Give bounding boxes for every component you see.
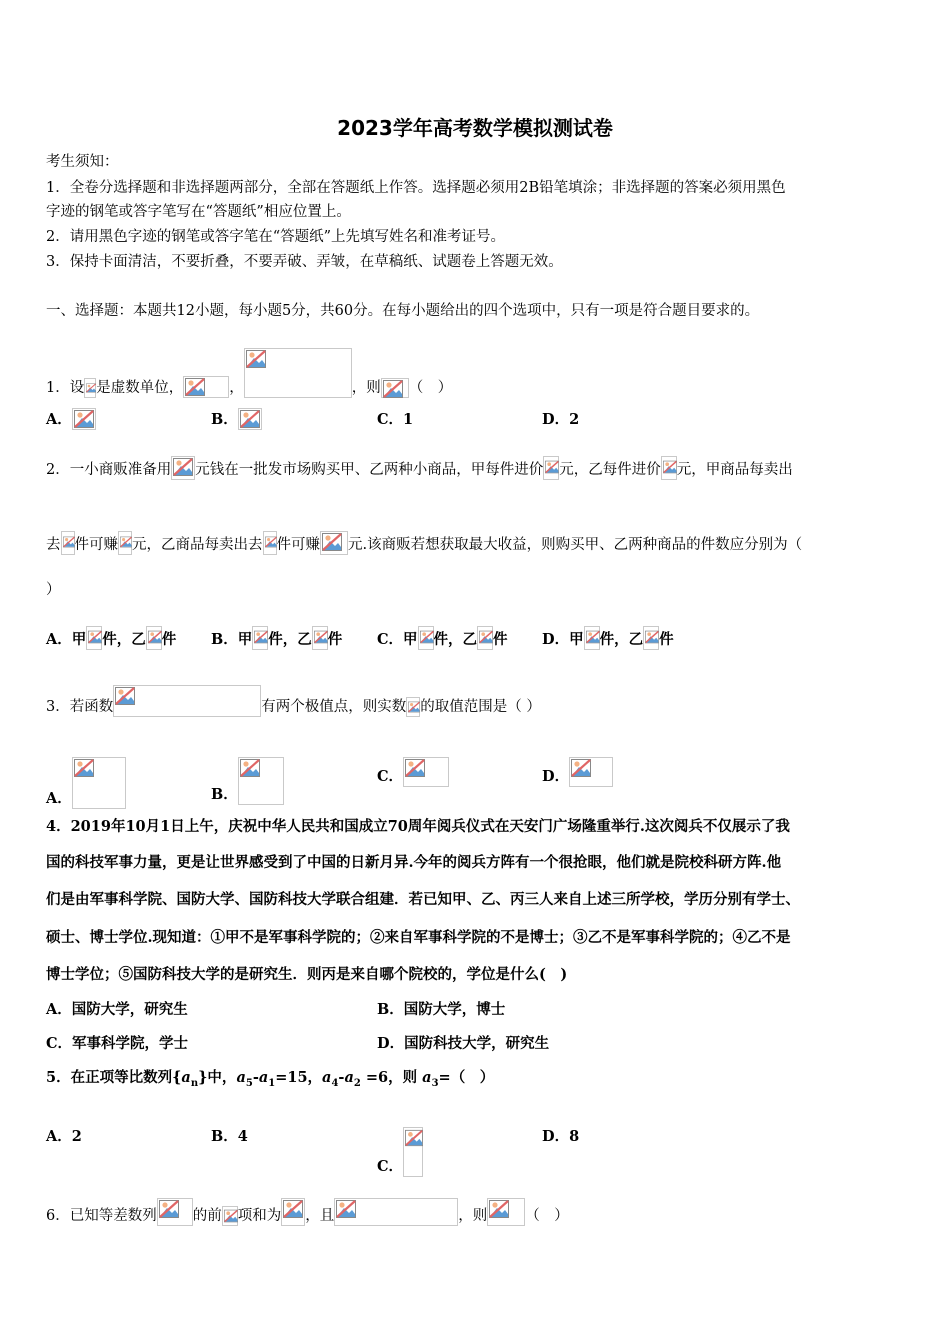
option-b: B．4: [211, 1128, 248, 1145]
formula-image: [238, 757, 284, 805]
formula-image: [543, 456, 559, 480]
option-a: A．国防大学，研究生: [46, 1001, 188, 1018]
formula-image: [72, 757, 126, 809]
option-c: C．: [377, 757, 449, 787]
option-d: D．甲 件，乙 件: [542, 626, 674, 650]
notice-item: 2．请用黑色字迹的钢笔或答字笔在“答题纸”上先填写姓名和准考证号。: [46, 229, 506, 245]
formula-image: [157, 1198, 193, 1226]
option-a: A．: [46, 757, 126, 809]
formula-image: [263, 531, 277, 555]
notice-item: 1．全卷分选择题和非选择题两部分，全部在答题纸上作答。选择题必须用2B铅笔填涂；非选择题的答案必须用黑色: [46, 180, 786, 196]
option-d: D．: [542, 757, 613, 787]
page-title: 2023学年高考数学模拟测试卷: [337, 116, 613, 140]
formula-image: [643, 626, 659, 650]
formula-image: [171, 456, 195, 480]
formula-image: [61, 531, 75, 555]
option-c: C．甲 件，乙 件: [377, 626, 508, 650]
question-3: 3．若函数 有两个极值点，则实数 的取值范围是（ ）: [46, 685, 541, 717]
formula-image: [113, 685, 261, 717]
section-heading: 一、选择题：本题共12小题，每小题5分，共60分。在每小题给出的四个选项中，只有一项是符合题目要求的。: [46, 303, 760, 319]
formula-image: [118, 531, 132, 555]
option-d: D．国防科技大学，研究生: [377, 1035, 550, 1052]
formula-image: [661, 456, 677, 480]
formula-image: [183, 376, 229, 398]
formula-image: [222, 1206, 238, 1226]
question-6: 6．已知等差数列 的前 项和为 ，且 ，则 （ ）: [46, 1198, 569, 1226]
formula-image: [487, 1198, 525, 1226]
formula-image: [84, 378, 96, 398]
question-4-line: 硕士、博士学位.现知道：①甲不是军事科学院的；②来自军事科学院的不是博士；③乙不是军事科学院的；④乙不是: [46, 929, 791, 946]
formula-image: [584, 626, 600, 650]
notice-item: 字迹的钢笔或答字笔写在“答题纸”相应位置上。: [46, 204, 351, 220]
formula-image: [146, 626, 162, 650]
question-4-line: 们是由军事科学院、国防大学、国防科技大学联合组建．若已知甲、乙、丙三人来自上述三所学校，学历分别有学士、: [46, 891, 800, 908]
notice-heading: 考生须知：: [46, 154, 119, 170]
formula-image: [334, 1198, 458, 1226]
option-a: A．2: [46, 1128, 82, 1145]
question-1: 1．设 是虚数单位， ， ，则 （ ）: [46, 348, 452, 398]
question-2-line-1: 2．一小商贩准备用 元钱在一批发市场购买甲、乙两种小商品，甲每件进价 元，乙每件进价 元，甲商品每卖出: [46, 456, 793, 480]
formula-image: [72, 408, 96, 430]
option-b: B．甲 件，乙 件: [211, 626, 342, 650]
formula-image: [252, 626, 268, 650]
formula-image: [477, 626, 493, 650]
question-2-line-2: 去 件可赚 元，乙商品每卖出去 件可赚 元.该商贩若想获取最大收益，则购买甲、乙两种商品的件数应分别为（: [46, 531, 802, 555]
option-b: B．国防大学，博士: [377, 1001, 506, 1018]
option-a: A．: [46, 408, 96, 430]
formula-image: [406, 697, 420, 717]
option-d: D．8: [542, 1128, 580, 1145]
question-4-line: 博士学位；⑤国防科技大学的是研究生．则丙是来自哪个院校的，学位是什么( ): [46, 966, 568, 983]
option-c: C．1: [377, 411, 414, 428]
formula-image: [569, 757, 613, 787]
formula-image: [418, 626, 434, 650]
formula-image: [320, 531, 348, 555]
option-d: D．2: [542, 411, 580, 428]
option-b: B．: [211, 408, 262, 430]
formula-image: [86, 626, 102, 650]
formula-image: [381, 378, 409, 398]
question-4-line: 4．2019年10月1日上午，庆祝中华人民共和国成立70周年阅兵仪式在天安门广场隆重举行.这次阅兵不仅展示了我: [46, 818, 790, 835]
question-5: 5．在正项等比数列$\{a_n\}$中，$a_5-a_1=15$，$a_4-a_2 =6$，则 $a_3=$（ ）: [46, 1069, 495, 1089]
formula-image: [403, 1127, 423, 1177]
formula-image: [244, 348, 352, 398]
question-2-line-3: ）: [46, 582, 61, 598]
notice-item: 3．保持卡面清洁，不要折叠，不要弄破、弄皱，在草稿纸、试题卷上答题无效。: [46, 254, 563, 270]
formula-image: [312, 626, 328, 650]
option-a: A．甲 件，乙 件: [46, 626, 176, 650]
formula-image: [403, 757, 449, 787]
option-c: C．军事科学院，学士: [46, 1035, 189, 1052]
option-b: B．: [211, 757, 284, 805]
option-c: C．: [377, 1127, 423, 1177]
question-4-line: 国的科技军事力量，更是让世界感受到了中国的日新月异.今年的阅兵方阵有一个很抢眼，他们就是院校科研方阵.他: [46, 854, 782, 871]
formula-image: [238, 408, 262, 430]
formula-image: [281, 1198, 305, 1226]
